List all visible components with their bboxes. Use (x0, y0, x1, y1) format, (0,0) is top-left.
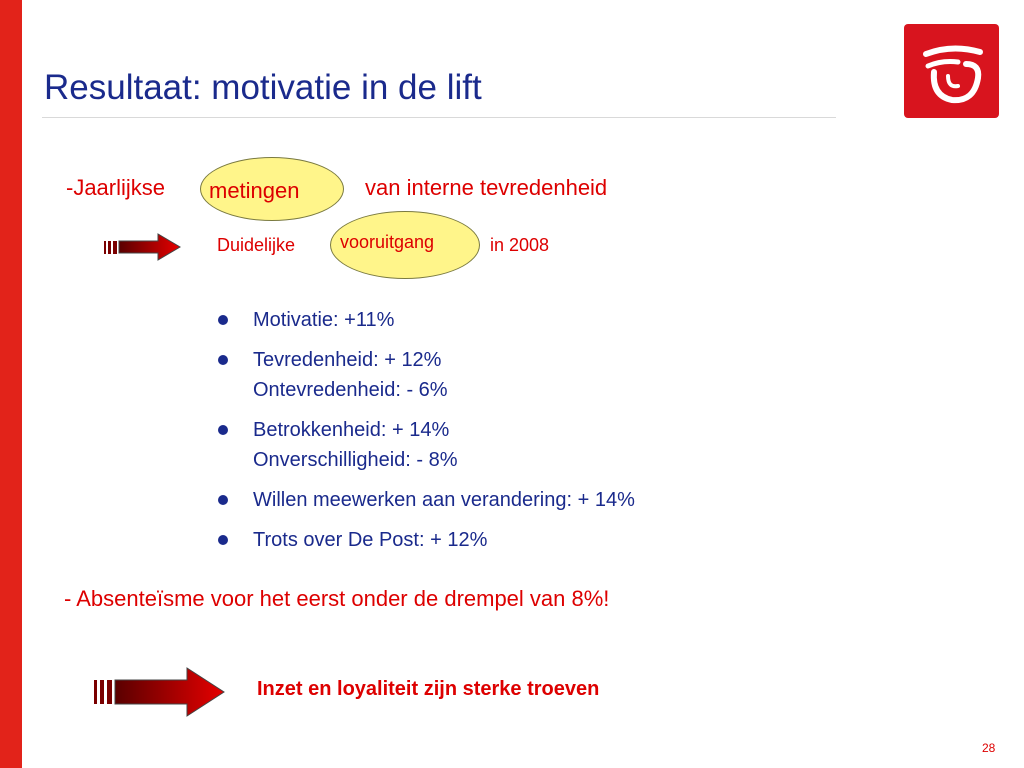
list-item (218, 305, 635, 335)
progress-prefix: Duidelijke (217, 235, 296, 255)
progress-highlight: vooruitgang (340, 232, 435, 252)
measure-highlight: metingen (209, 178, 300, 203)
right-arrow-icon (102, 232, 182, 262)
result-subtext: Ontevredenheid: - 6% (253, 379, 448, 401)
list-item (218, 415, 635, 475)
result-subtext: Onverschilligheid: - 8% (253, 449, 458, 471)
bullet-icon (218, 315, 228, 325)
results-list (218, 305, 635, 565)
measure-prefix: -Jaarlijkse (66, 175, 166, 200)
left-accent-bar (0, 0, 22, 768)
result-text: Betrokkenheid: + 14% (253, 419, 450, 441)
progress-suffix: in 2008 (490, 235, 550, 255)
result-text: Willen meewerken aan verandering: + 14% (253, 489, 635, 511)
bullet-icon (218, 355, 228, 365)
result-text: Motivatie: +11% (253, 309, 395, 331)
right-arrow-icon (92, 666, 227, 718)
list-item (218, 525, 635, 555)
bullet-icon (218, 425, 228, 435)
absenteeism-statement: - Absenteïsme voor het eerst onder de drempel van 8%! (64, 586, 610, 611)
conclusion-text: Inzet en loyaliteit zijn sterke troeven (257, 678, 600, 700)
list-item (218, 485, 635, 515)
slide-title: Resultaat: motivatie in de lift (44, 68, 482, 107)
bullet-icon (218, 495, 228, 505)
title-divider (42, 117, 836, 118)
bullet-icon (218, 535, 228, 545)
page-number: 28 (982, 741, 996, 755)
result-text: Tevredenheid: + 12% (253, 349, 442, 371)
list-item (218, 345, 635, 405)
post-horn-logo-icon (904, 24, 999, 118)
result-text: Trots over De Post: + 12% (253, 529, 488, 551)
measure-suffix: van interne tevredenheid (365, 175, 608, 200)
